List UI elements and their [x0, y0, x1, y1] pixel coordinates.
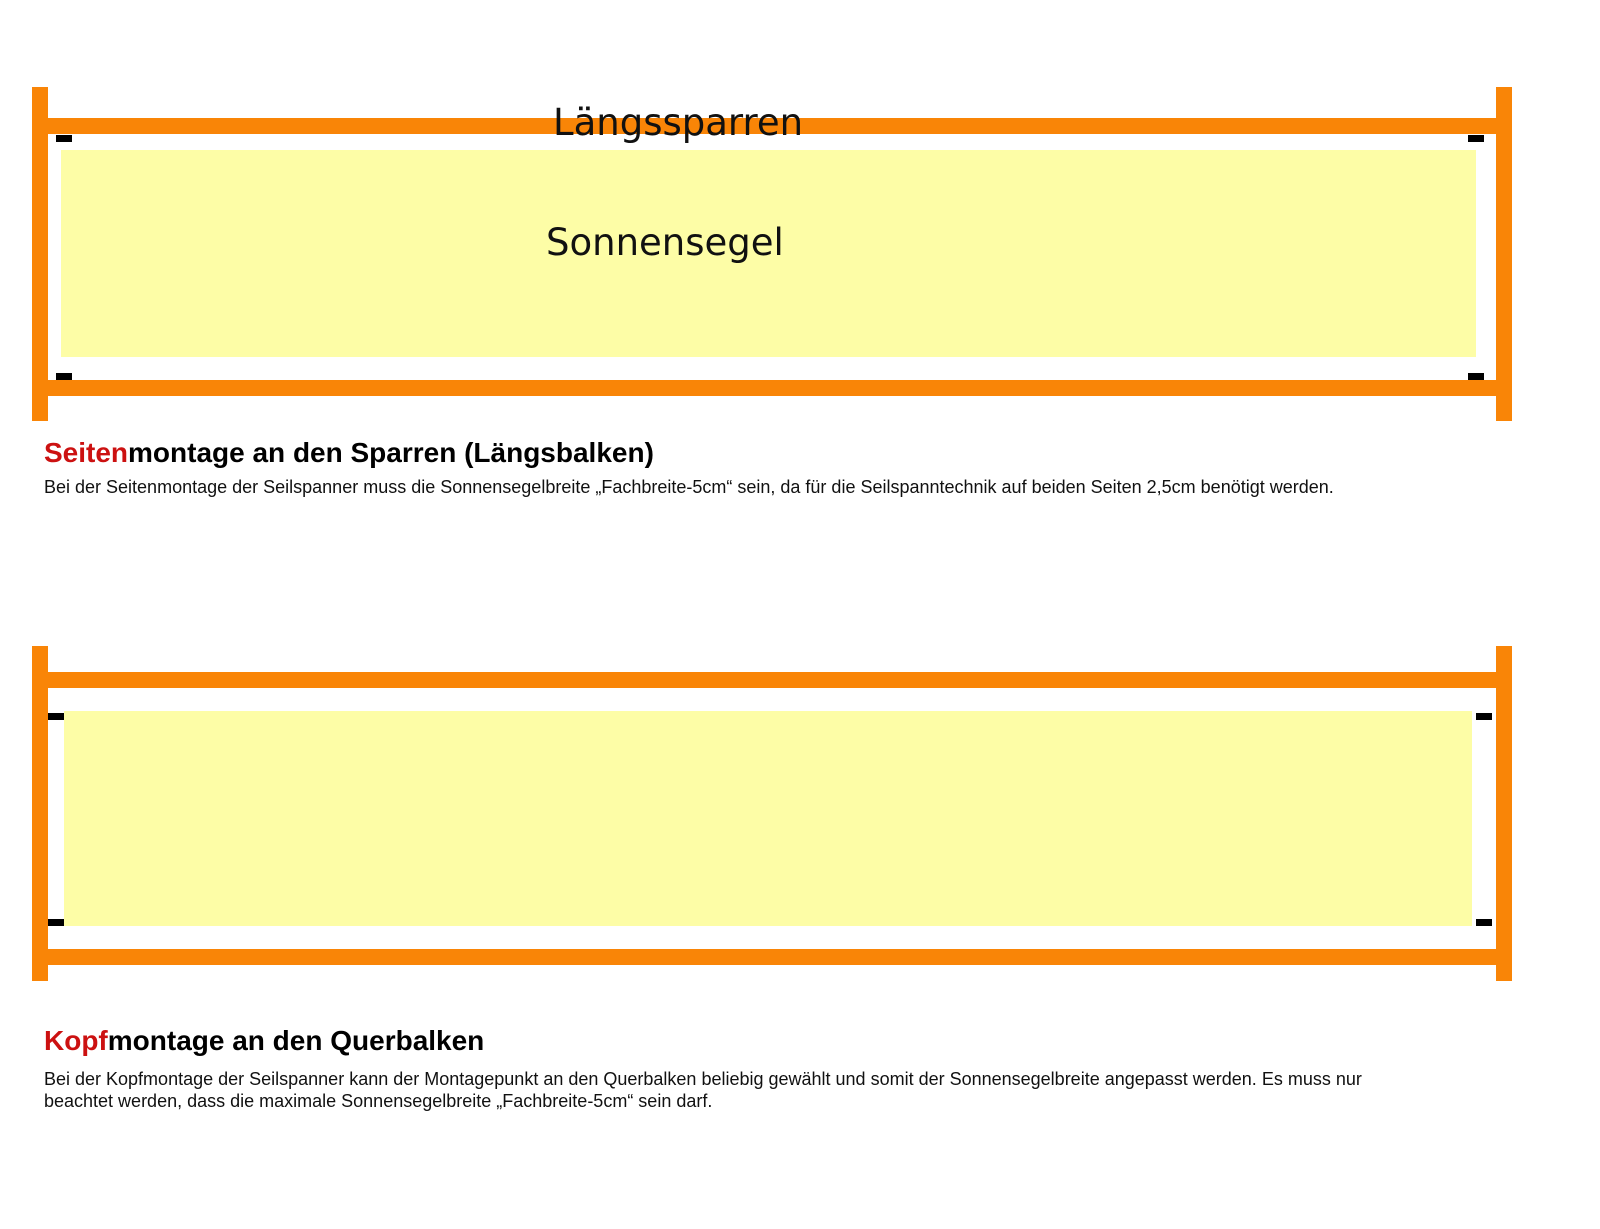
bottom-rafter-beam	[32, 380, 1512, 396]
beam-label: Längssparren	[553, 101, 804, 144]
rope-tensioner-top-right	[1476, 713, 1492, 720]
side-mount-title-accent: Seiten	[44, 437, 129, 468]
head-mount-section	[44, 1024, 1444, 1112]
head-mount-title	[44, 1024, 1444, 1058]
rope-tensioner-top-left	[56, 135, 72, 142]
head-mount-title-rest: montage an den Querbalken	[107, 1025, 485, 1056]
head-mount-diagram	[0, 640, 1600, 985]
left-post	[32, 646, 48, 981]
rope-tensioner-bottom-left	[48, 919, 64, 926]
bottom-cross-beam	[32, 949, 1512, 965]
sail-label: Sonnensegel	[546, 221, 784, 264]
side-mount-section	[44, 436, 1444, 498]
side-mount-title	[44, 436, 1444, 470]
rope-tensioner-bottom-left	[56, 373, 72, 380]
right-post	[1496, 87, 1512, 421]
side-mount-description: Bei der Seitenmontage der Seilspanner muss die Sonnensegelbreite „Fachbreite-5cm“ sein, da für die Seilspanntechnik auf beiden Seiten 2,5cm benötigt werden.	[44, 477, 1334, 497]
rope-tensioner-bottom-right	[1468, 373, 1484, 380]
side-mount-title-rest: montage an den Sparren (Längsbalken)	[128, 437, 654, 468]
rope-tensioner-top-right	[1468, 135, 1484, 142]
left-post	[32, 87, 48, 421]
right-post	[1496, 646, 1512, 981]
top-cross-beam	[32, 672, 1512, 688]
sun-sail	[64, 711, 1472, 926]
rope-tensioner-bottom-right	[1476, 919, 1492, 926]
head-mount-title-accent: Kopf	[44, 1025, 108, 1056]
side-mount-diagram	[0, 0, 1600, 430]
rope-tensioner-top-left	[48, 713, 64, 720]
head-mount-description: Bei der Kopfmontage der Seilspanner kann der Montagepunkt an den Querbalken beliebig gewählt und somit der Sonnensegelbreite angepasst werden. Es muss nur beachtet werden, dass die maximale Sonnensegelbreite „Fachbreite-5cm“ sein darf.	[44, 1069, 1362, 1111]
